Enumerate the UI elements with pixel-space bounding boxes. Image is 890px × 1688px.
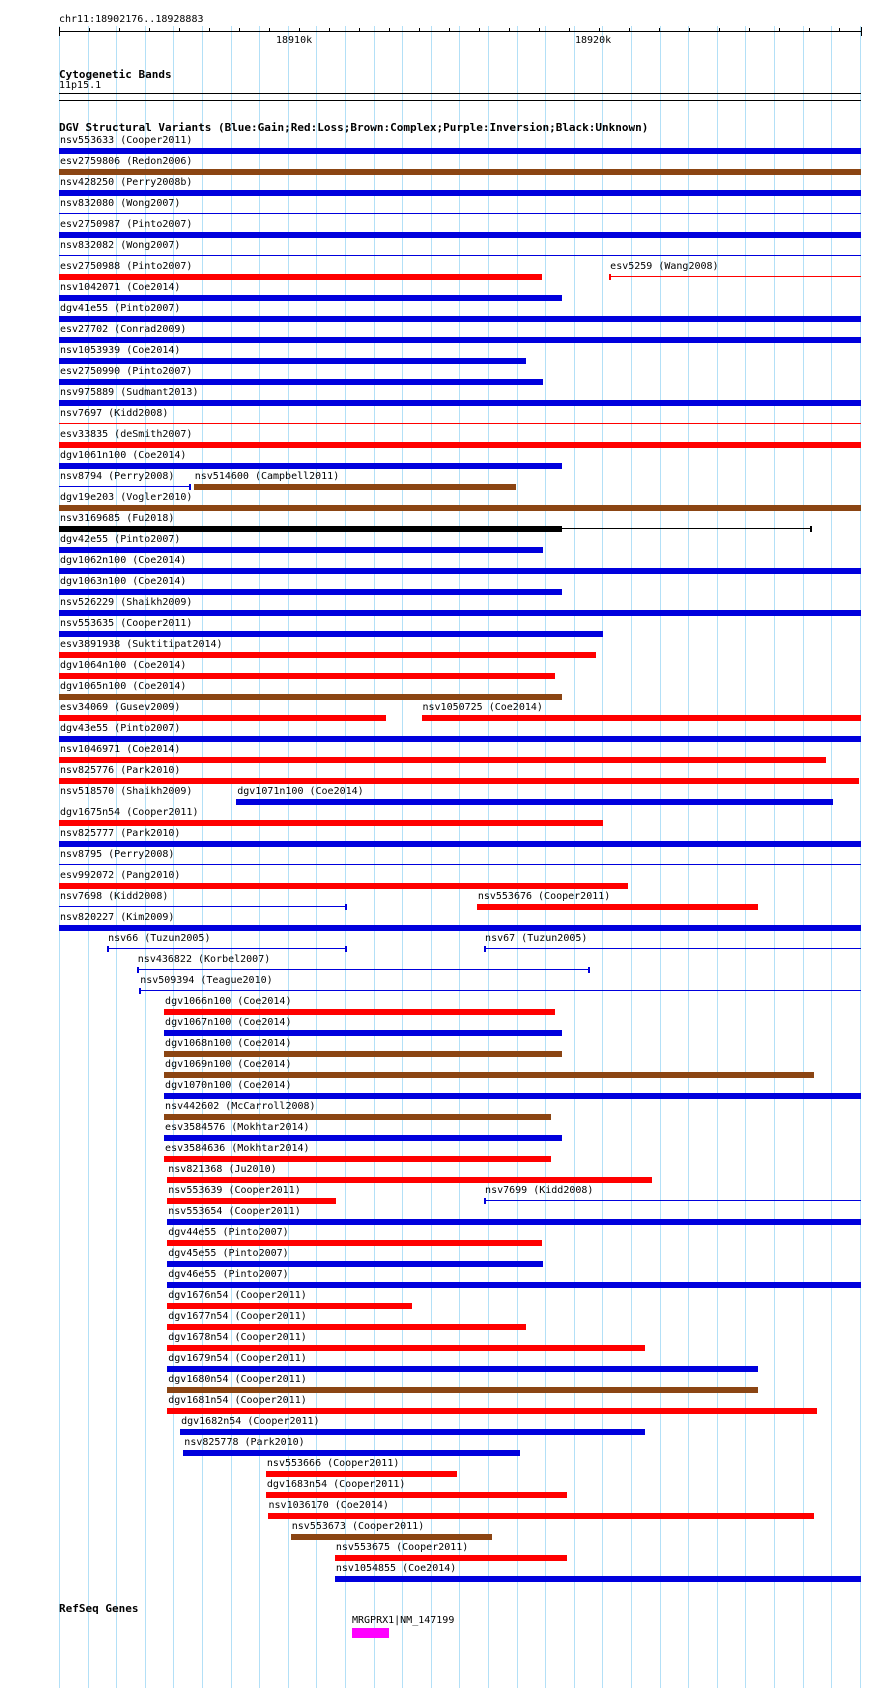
sv-bar-end bbox=[345, 946, 347, 952]
sv-bar[interactable] bbox=[167, 1324, 525, 1330]
sv-bar[interactable] bbox=[167, 1345, 645, 1351]
ruler-tick bbox=[359, 28, 360, 32]
sv-bar[interactable] bbox=[59, 337, 861, 343]
sv-bar[interactable] bbox=[484, 948, 861, 949]
sv-label[interactable]: esv33835 (deSmith2007) bbox=[60, 429, 193, 440]
sv-bar[interactable] bbox=[59, 148, 861, 154]
sv-label[interactable]: esv2750988 (Pinto2007) bbox=[60, 261, 193, 272]
sv-label[interactable]: dgv1678n54 (Cooper2011) bbox=[168, 1332, 307, 1343]
sv-bar[interactable] bbox=[194, 484, 516, 490]
sv-bar-tail[interactable] bbox=[562, 528, 812, 529]
sv-label[interactable]: nsv7699 (Kidd2008) bbox=[485, 1185, 594, 1196]
sv-label[interactable]: dgv1681n54 (Cooper2011) bbox=[168, 1395, 307, 1406]
sv-label[interactable]: dgv46e55 (Pinto2007) bbox=[168, 1269, 289, 1280]
sv-label[interactable]: nsv553639 (Cooper2011) bbox=[168, 1185, 301, 1196]
ruler-tick bbox=[89, 28, 90, 32]
sv-label[interactable]: nsv553673 (Cooper2011) bbox=[291, 1521, 425, 1532]
grid-line bbox=[602, 26, 603, 1688]
ruler-tick bbox=[209, 28, 210, 32]
sv-label[interactable]: nsv825777 (Park2010) bbox=[60, 828, 181, 839]
cytoband-track-title[interactable]: Cytogenetic Bands bbox=[59, 68, 172, 81]
sv-bar[interactable] bbox=[59, 213, 861, 214]
sv-bar[interactable] bbox=[164, 1135, 562, 1141]
ruler-tick bbox=[419, 28, 420, 32]
sv-label[interactable]: nsv7698 (Kidd2008) bbox=[60, 891, 169, 902]
sv-label[interactable]: dgv1070n100 (Coe2014) bbox=[165, 1080, 292, 1091]
sv-bar[interactable] bbox=[59, 757, 826, 763]
sv-bar[interactable] bbox=[167, 1198, 336, 1204]
sv-bar[interactable] bbox=[59, 694, 562, 700]
sv-bar[interactable] bbox=[59, 423, 861, 424]
ruler-tick bbox=[539, 28, 540, 32]
sv-bar[interactable] bbox=[59, 486, 191, 487]
ruler-tick bbox=[299, 28, 300, 32]
sv-bar-end bbox=[189, 484, 191, 490]
ruler-right-end bbox=[861, 27, 862, 36]
sv-bar[interactable] bbox=[59, 379, 543, 385]
ruler-tick bbox=[779, 28, 780, 32]
sv-bar-end bbox=[810, 526, 812, 532]
sv-bar-end bbox=[139, 988, 141, 994]
sv-label[interactable]: nsv1036170 (Coe2014) bbox=[268, 1500, 389, 1511]
sv-label[interactable]: esv3584576 (Mokhtar2014) bbox=[165, 1122, 310, 1133]
sv-bar[interactable] bbox=[167, 1177, 652, 1183]
sv-bar[interactable] bbox=[59, 295, 562, 301]
sv-bar[interactable] bbox=[335, 1576, 861, 1582]
sv-label[interactable]: nsv553666 (Cooper2011) bbox=[266, 1458, 400, 1469]
sv-bar[interactable] bbox=[59, 274, 542, 280]
sv-label[interactable]: nsv66 (Tuzun2005) bbox=[108, 933, 211, 944]
ruler-tick bbox=[839, 28, 840, 32]
sv-bar[interactable] bbox=[164, 1072, 814, 1078]
sv-label[interactable]: nsv7697 (Kidd2008) bbox=[60, 408, 169, 419]
sv-bar[interactable] bbox=[266, 1471, 457, 1477]
ruler-tick bbox=[269, 28, 270, 32]
ruler-tick bbox=[59, 28, 60, 32]
sv-bar[interactable] bbox=[167, 1261, 543, 1267]
sv-label[interactable]: nsv825778 (Park2010) bbox=[184, 1437, 305, 1448]
sv-bar[interactable] bbox=[164, 1030, 562, 1036]
sv-label[interactable]: dgv1065n100 (Coe2014) bbox=[60, 681, 187, 692]
sv-label[interactable]: nsv821368 (Ju2010) bbox=[168, 1164, 277, 1175]
sv-label[interactable]: esv27702 (Conrad2009) bbox=[60, 324, 187, 335]
sv-bar[interactable] bbox=[59, 232, 861, 238]
sv-bar[interactable] bbox=[59, 505, 861, 511]
sv-label[interactable]: dgv1675n54 (Cooper2011) bbox=[60, 807, 199, 818]
sv-bar[interactable] bbox=[422, 715, 861, 721]
sv-bar-end bbox=[609, 274, 611, 280]
sv-label[interactable]: nsv442602 (McCarroll2008) bbox=[165, 1101, 316, 1112]
sv-bar[interactable] bbox=[137, 969, 590, 970]
sv-label[interactable]: nsv553675 (Cooper2011) bbox=[335, 1542, 469, 1553]
ruler-tick bbox=[509, 28, 510, 32]
ruler-tick bbox=[179, 28, 180, 32]
sv-label[interactable]: nsv428250 (Perry2008b) bbox=[60, 177, 193, 188]
sv-bar[interactable] bbox=[59, 526, 562, 532]
sv-label[interactable]: dgv1061n100 (Coe2014) bbox=[60, 450, 187, 461]
sv-bar-end bbox=[484, 946, 486, 952]
sv-label[interactable]: esv3891938 (Suktitipat2014) bbox=[60, 639, 223, 650]
sv-bar[interactable] bbox=[59, 820, 603, 826]
ruler-tick bbox=[119, 28, 120, 32]
sv-label[interactable]: nsv8794 (Perry2008) bbox=[60, 471, 175, 482]
sv-label[interactable]: nsv526229 (Shaikh2009) bbox=[60, 597, 193, 608]
ruler-tick bbox=[719, 28, 720, 32]
grid-line bbox=[574, 26, 575, 1688]
sv-label[interactable]: dgv1063n100 (Coe2014) bbox=[60, 576, 187, 587]
sv-bar[interactable] bbox=[59, 358, 526, 364]
sv-bar[interactable] bbox=[59, 568, 861, 574]
sv-label[interactable]: esv2750987 (Pinto2007) bbox=[60, 219, 193, 230]
sv-label[interactable]: dgv1062n100 (Coe2014) bbox=[60, 555, 187, 566]
sv-bar[interactable] bbox=[167, 1408, 817, 1414]
sv-bar[interactable] bbox=[139, 990, 861, 991]
sv-bar[interactable] bbox=[59, 463, 562, 469]
sv-bar[interactable] bbox=[609, 276, 861, 277]
sv-label[interactable]: esv34069 (Gusev2009) bbox=[60, 702, 181, 713]
sv-bar[interactable] bbox=[236, 799, 833, 805]
sv-bar[interactable] bbox=[164, 1051, 562, 1057]
sv-bar[interactable] bbox=[59, 400, 861, 406]
ruler-tick bbox=[239, 28, 240, 32]
sv-bar[interactable] bbox=[59, 442, 861, 448]
sv-label[interactable]: nsv1050725 (Coe2014) bbox=[422, 702, 543, 713]
sv-bar[interactable] bbox=[59, 589, 562, 595]
sv-label[interactable]: nsv518570 (Shaikh2009) bbox=[60, 786, 193, 797]
sv-label[interactable]: dgv1679n54 (Cooper2011) bbox=[168, 1353, 307, 1364]
ruler-tick bbox=[449, 28, 450, 32]
gene-label[interactable]: MRGPRX1|NM_147199 bbox=[352, 1615, 455, 1626]
sv-label[interactable]: nsv820227 (Kim2009) bbox=[60, 912, 175, 923]
sv-label[interactable]: nsv832082 (Wong2007) bbox=[60, 240, 181, 251]
cytoband-bar-top bbox=[59, 93, 861, 94]
sv-label[interactable]: dgv43e55 (Pinto2007) bbox=[60, 723, 181, 734]
sv-label[interactable]: nsv553676 (Cooper2011) bbox=[477, 891, 611, 902]
sv-label[interactable]: dgv1066n100 (Coe2014) bbox=[165, 996, 292, 1007]
sv-label[interactable]: esv3584636 (Mokhtar2014) bbox=[165, 1143, 310, 1154]
sv-label[interactable]: dgv41e55 (Pinto2007) bbox=[60, 303, 181, 314]
sv-bar[interactable] bbox=[107, 948, 347, 949]
sv-bar-end bbox=[484, 1198, 486, 1204]
sv-bar[interactable] bbox=[59, 652, 596, 658]
ruler-tick bbox=[629, 28, 630, 32]
sv-label[interactable]: nsv825776 (Park2010) bbox=[60, 765, 181, 776]
ruler-tick bbox=[569, 28, 570, 32]
ruler-tick bbox=[389, 28, 390, 32]
sv-label[interactable]: nsv553635 (Cooper2011) bbox=[60, 618, 193, 629]
gene-feature[interactable] bbox=[352, 1628, 389, 1638]
ruler-tick bbox=[599, 28, 600, 32]
sv-label[interactable]: dgv45e55 (Pinto2007) bbox=[168, 1248, 289, 1259]
ruler-tick bbox=[659, 28, 660, 32]
sv-bar-end bbox=[107, 946, 109, 952]
sv-bar[interactable] bbox=[335, 1555, 567, 1561]
sv-bar[interactable] bbox=[59, 673, 555, 679]
sv-bar-end bbox=[137, 967, 139, 973]
sv-bar[interactable] bbox=[59, 778, 859, 784]
sv-bar[interactable] bbox=[167, 1240, 542, 1246]
ruler-tick bbox=[329, 28, 330, 32]
grid-line bbox=[545, 26, 546, 1688]
sv-label[interactable]: dgv1067n100 (Coe2014) bbox=[165, 1017, 292, 1028]
sv-bar[interactable] bbox=[266, 1492, 567, 1498]
sv-bar[interactable] bbox=[167, 1282, 861, 1288]
sv-bar[interactable] bbox=[59, 169, 861, 175]
sv-label[interactable]: dgv19e203 (Vogler2010) bbox=[60, 492, 193, 503]
sv-bar[interactable] bbox=[268, 1513, 814, 1519]
sv-bar[interactable] bbox=[164, 1009, 555, 1015]
sv-bar[interactable] bbox=[167, 1387, 757, 1393]
sv-bar-end bbox=[588, 967, 590, 973]
sv-label[interactable]: esv2750990 (Pinto2007) bbox=[60, 366, 193, 377]
sv-label[interactable]: dgv1071n100 (Coe2014) bbox=[237, 786, 364, 797]
ruler-tick bbox=[809, 28, 810, 32]
sv-label[interactable]: nsv1046971 (Coe2014) bbox=[60, 744, 181, 755]
coordinate-label: chr11:18902176..18928883 bbox=[59, 14, 204, 25]
dgv-track-title[interactable]: DGV Structural Variants (Blue:Gain;Red:Loss;Brown:Complex;Purple:Inversion;Black:Unknown) bbox=[59, 121, 649, 134]
sv-bar[interactable] bbox=[59, 190, 861, 196]
sv-bar[interactable] bbox=[59, 883, 628, 889]
sv-bar[interactable] bbox=[180, 1429, 645, 1435]
sv-label[interactable]: dgv42e55 (Pinto2007) bbox=[60, 534, 181, 545]
sv-label[interactable]: dgv1069n100 (Coe2014) bbox=[165, 1059, 292, 1070]
ruler-tick-label: 18910k bbox=[276, 35, 313, 46]
sv-bar[interactable] bbox=[59, 736, 861, 742]
sv-bar[interactable] bbox=[59, 715, 386, 721]
ruler-tick bbox=[479, 28, 480, 32]
sv-bar[interactable] bbox=[164, 1093, 861, 1099]
sv-label[interactable]: nsv436822 (Korbel2007) bbox=[137, 954, 271, 965]
sv-bar[interactable] bbox=[164, 1156, 551, 1162]
sv-label[interactable]: nsv1042071 (Coe2014) bbox=[60, 282, 181, 293]
sv-bar[interactable] bbox=[59, 255, 861, 256]
sv-label[interactable]: nsv832080 (Wong2007) bbox=[60, 198, 181, 209]
sv-label[interactable]: nsv553654 (Cooper2011) bbox=[168, 1206, 301, 1217]
ruler-tick bbox=[689, 28, 690, 32]
ruler-tick bbox=[749, 28, 750, 32]
sv-label[interactable]: dgv1068n100 (Coe2014) bbox=[165, 1038, 292, 1049]
sv-bar[interactable] bbox=[59, 925, 861, 931]
cytoband-label: 11p15.1 bbox=[59, 80, 102, 91]
sv-label[interactable]: dgv1683n54 (Cooper2011) bbox=[266, 1479, 406, 1490]
sv-bar[interactable] bbox=[59, 631, 603, 637]
ruler-tick-label: 18920k bbox=[575, 35, 612, 46]
sv-bar[interactable] bbox=[59, 864, 861, 865]
sv-bar[interactable] bbox=[167, 1219, 861, 1225]
sv-label[interactable]: dgv1064n100 (Coe2014) bbox=[60, 660, 187, 671]
ruler-tick bbox=[149, 28, 150, 32]
sv-label[interactable]: dgv44e55 (Pinto2007) bbox=[168, 1227, 289, 1238]
sv-label[interactable]: nsv3169685 (Fu2018) bbox=[60, 513, 175, 524]
sv-label[interactable]: dgv1680n54 (Cooper2011) bbox=[168, 1374, 307, 1385]
sv-label[interactable]: nsv67 (Tuzun2005) bbox=[485, 933, 588, 944]
sv-bar[interactable] bbox=[164, 1114, 551, 1120]
sv-bar[interactable] bbox=[59, 610, 861, 616]
cytoband-bar-bottom bbox=[59, 100, 861, 101]
sv-label[interactable]: nsv553633 (Cooper2011) bbox=[60, 135, 193, 146]
sv-label[interactable]: nsv509394 (Teague2010) bbox=[140, 975, 273, 986]
refseq-track-title[interactable]: RefSeq Genes bbox=[59, 1602, 139, 1615]
sv-bar[interactable] bbox=[59, 841, 861, 847]
sv-bar[interactable] bbox=[291, 1534, 492, 1540]
sv-label[interactable]: nsv8795 (Perry2008) bbox=[60, 849, 175, 860]
sv-bar[interactable] bbox=[59, 906, 347, 907]
sv-bar[interactable] bbox=[183, 1450, 520, 1456]
sv-bar-end bbox=[345, 904, 347, 910]
sv-label[interactable]: nsv1054855 (Coe2014) bbox=[335, 1563, 457, 1574]
sv-label[interactable]: esv2759806 (Redon2006) bbox=[60, 156, 193, 167]
sv-label[interactable]: nsv1053939 (Coe2014) bbox=[60, 345, 181, 356]
sv-bar[interactable] bbox=[484, 1200, 861, 1201]
sv-label[interactable]: dgv1682n54 (Cooper2011) bbox=[181, 1416, 320, 1427]
sv-bar[interactable] bbox=[59, 316, 861, 322]
sv-bar[interactable] bbox=[167, 1303, 412, 1309]
sv-bar[interactable] bbox=[59, 547, 543, 553]
sv-label[interactable]: dgv1676n54 (Cooper2011) bbox=[168, 1290, 307, 1301]
sv-label[interactable]: nsv514600 (Campbell2011) bbox=[194, 471, 340, 482]
sv-label[interactable]: esv5259 (Wang2008) bbox=[610, 261, 719, 272]
sv-label[interactable]: esv992072 (Pang2010) bbox=[60, 870, 181, 881]
sv-bar[interactable] bbox=[477, 904, 758, 910]
sv-bar[interactable] bbox=[167, 1366, 757, 1372]
sv-label[interactable]: nsv975889 (Sudmant2013) bbox=[60, 387, 199, 398]
sv-label[interactable]: dgv1677n54 (Cooper2011) bbox=[168, 1311, 307, 1322]
